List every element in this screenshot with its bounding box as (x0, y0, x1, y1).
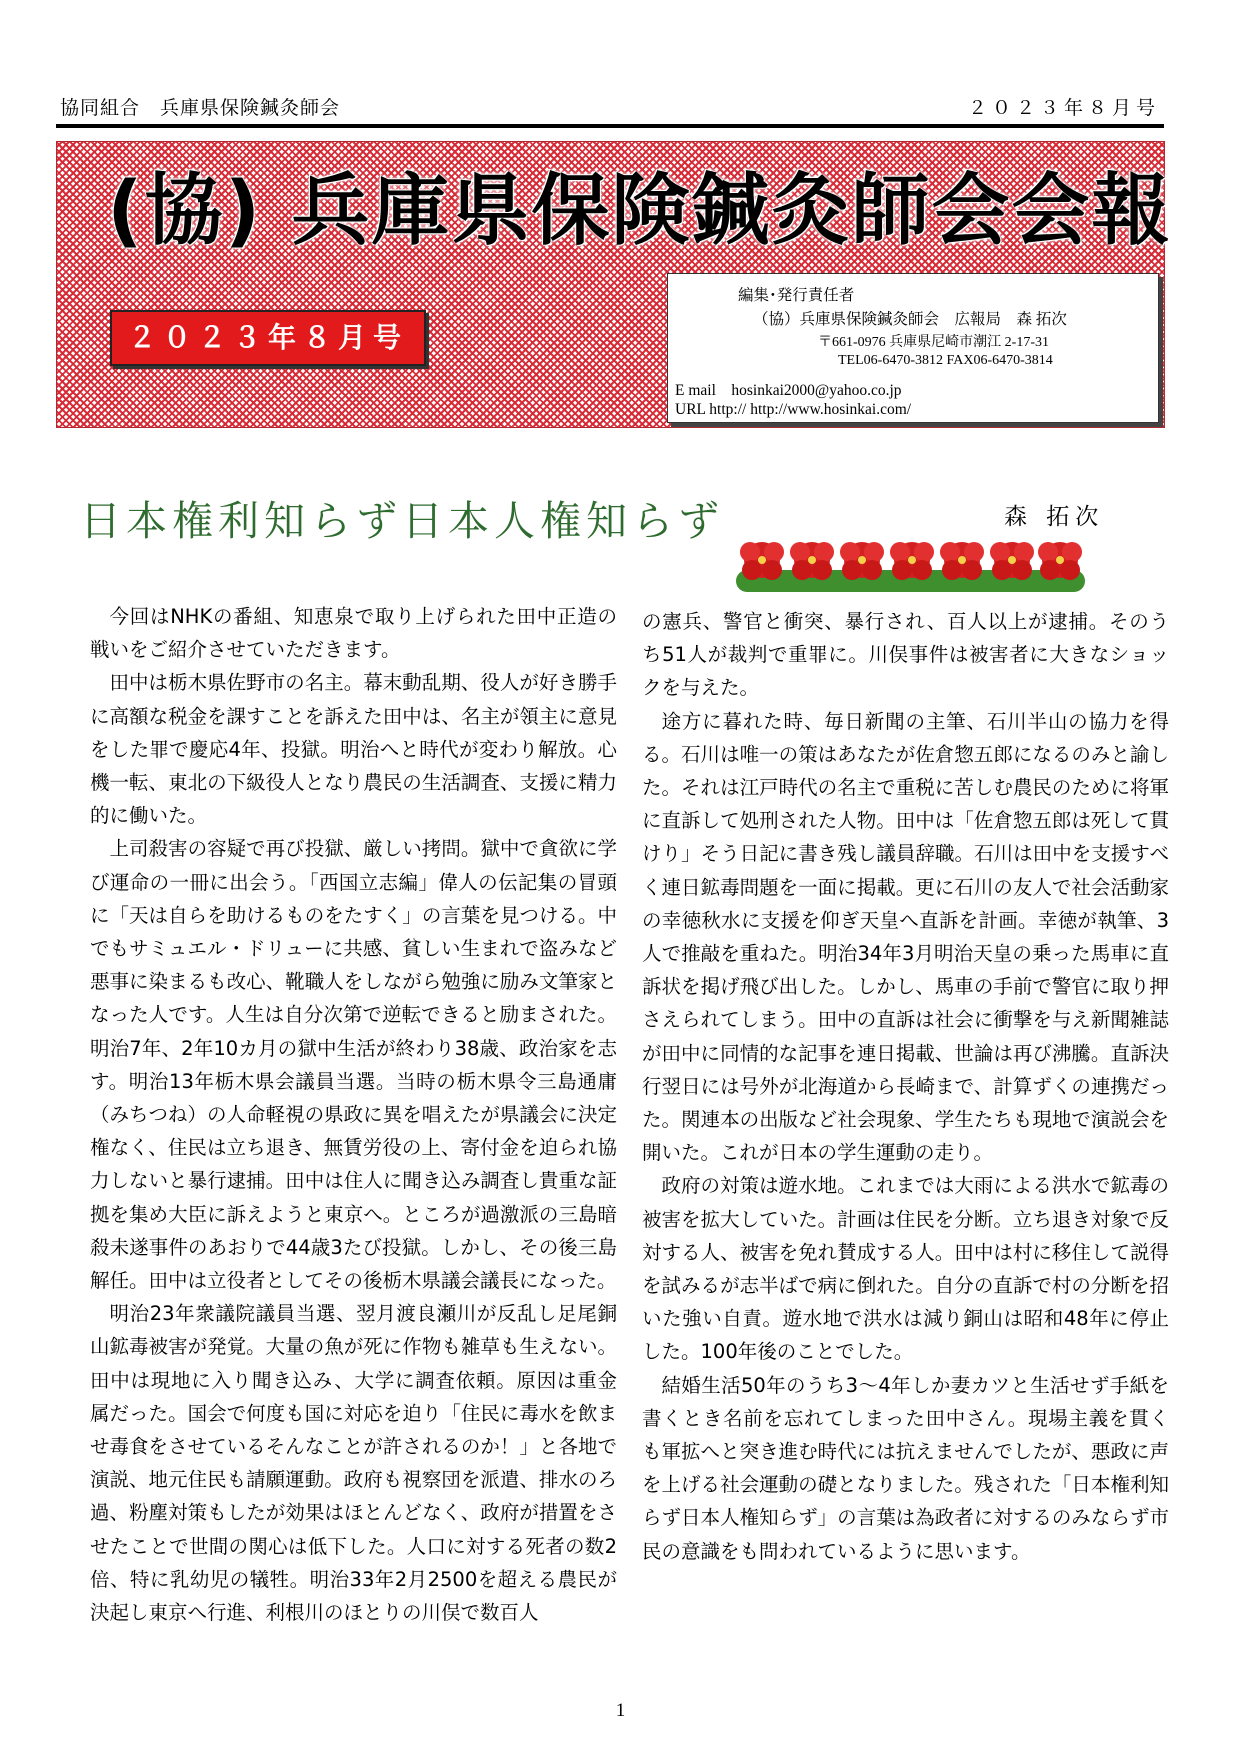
publisher-address: 〒661-0976 兵庫県尼崎市潮江 2-17-31 (818, 335, 1049, 350)
paragraph: 田中は栃木県佐野市の名主。幕末動乱期、役人が好き勝手に高額な税金を課すことを訴えた田中は、名主が領主に意見をした罪で慶応4年、投獄。明治へと時代が変わり解放。心機一転、東北の下級役人となり農民の生活調査、支援に精力的に働いた。 (90, 671, 617, 828)
paragraph: 上司殺害の容疑で再び投獄、厳しい拷問。獄中で貪欲に学び運命の一冊に出会う。「西国立志編」偉人の伝記集の冒頭に「天は自らを助けるものをたすく」の言葉を見つける。中でもサミュエル・ドリューに共感、貧しい生まれで盗みなど悪事に染まるも改心、靴職人をしながら勉強に励み文筆家となった人です。人生は自分次第で逆転できると励まされた。明治7年、2年10カ月の獄中生活が終わり38歳、政治家を志す。明治13年栃木県会議員当選。当時の栃木県令三島通庸（みちつね）の人命軽視の県政に異を唱えたが県議会に決定権なく、住民は立ち退き、無賃労役の上、寄付金を迫られ協力しないと暴行逮捕。田中は住人に聞き込み調査し貴重な証拠を集め大臣に訴えようと東京へ。ところが過激派の三島暗殺未遂事件のあおりで44歳3たび投獄。しかし、その後三島解任。田中は立役者としてその後栃木県議会議長になった。 (90, 837, 617, 1293)
header-rule (56, 124, 1164, 128)
header-organization: 協同組合 兵庫県保険鍼灸師会 (60, 97, 341, 119)
page-number: 1 (615, 1700, 626, 1721)
header-issue: ２０２３年８月号 (967, 97, 1160, 119)
paragraph: 結婚生活50年のうち3～4年しか妻カツと生活せず手紙を書くとき名前を忘れてしまった田中さん。現場主義を貫くも軍拡へと突き進む時代には抗えませんでしたが、悪政に声を上げる社会運動の礎となりました。残された「日本権利知らず日本人権知らず」の言葉は為政者に対するのみならず市民の意識をも問われているように思います。 (642, 1373, 1169, 1563)
publisher-email: E mail hosinkai2000@yahoo.co.jp (675, 382, 902, 399)
masthead-banner (56, 141, 1172, 428)
publisher-phone: TEL06-6470-3812 FAX06-6470-3814 (838, 353, 1053, 368)
article-author: 森 拓次 (1004, 504, 1105, 530)
publisher-heading: 編集･発行責任者 (738, 287, 855, 304)
publisher-office: （協）兵庫県保険鍼灸師会 広報局 森 拓次 (753, 311, 1067, 328)
running-header (60, 94, 1160, 122)
paragraph: 途方に暮れた時、毎日新聞の主筆、石川半山の協力を得る。石川は唯一の策はあなたが佐倉惣五郎になるのみと諭した。それは江戸時代の名主で重税に苦しむ農民のために将軍に直訴して処刑された人物。田中は「佐倉惣五郎は死して貫けり」そう日記に書き残し議員辞職。石川は田中を支援すべく連日鉱毒問題を一面に掲載。更に石川の友人で社会活動家の幸徳秋水に支援を仰ぎ天皇へ直訴を計画。幸徳が執筆、3人で推敲を重ねた。明治34年3月明治天皇の乗った馬車に直訴状を掲げ飛び出した。しかし、馬車の手前で警官に取り押さえられてしまう。田中の直訴は社会に衝撃を与え新聞雑誌が田中に同情的な記事を連日掲載、世論は再び沸騰。直訴決行翌日には号外が北海道から長崎まで、計算ずくの連携だった。関連本の出版など社会現象、学生たちも現地で演説会を開いた。これが日本の学生運動の走り。 (642, 709, 1169, 1165)
publisher-url: URL http:// http://www.hosinkai.com/ (675, 401, 912, 418)
paragraph: 明治23年衆議院議員当選、翌月渡良瀬川が反乱し足尾銅山鉱毒被害が発覚。大量の魚が死に作物も雑草も生えない。田中は現地に入り聞き込み、大学に調査依頼。原因は重金属だった。国会で何度も国に対応を迫り「住民に毒水を飲ませ毒食をさせているそんなことが許されるのか！」と各地で演説、地元住民も請願運動。政府も視察団を派遣、排水のろ過、粉塵対策もしたが効果はほとんどなく、政府が措置をさせたことで世間の関心は低下した。人口に対する死者の数2倍、特に乳幼児の犠牲。明治33年2月2500を超える農民が決起し東京へ行進、利根川のほとりの川俣で数百人 (90, 1302, 617, 1625)
article-right-column (642, 605, 1169, 1568)
article-left-column (90, 600, 617, 1629)
paragraph-continuation: の憲兵、警官と衝突、暴行され、百人以上が逮捕。そのうち51人が裁判で重罪に。川俣事件は被害者に大きなショックを与えた。 (642, 610, 1169, 700)
paragraph: 政府の対策は遊水地。これまでは大雨による洪水で鉱毒の被害を拡大していた。計画は住民を分断。立ち退き対象で反対する人、被害を免れ賛成する人。田中は村に移住して説得を試みるが志半ばで病に倒れた。自分の直訴で村の分断を招いた強い自責。遊水地で洪水は減り銅山は昭和48年に停止した。100年後のことでした。 (642, 1174, 1169, 1364)
paragraph: 今回はNHKの番組、知恵泉で取り上げられた田中正造の戦いをご紹介させていただきます。 (90, 605, 617, 662)
publisher-box (667, 273, 1159, 423)
article-title: 日本権利知らず日本人権知らず (80, 497, 724, 545)
masthead-title: (協) 兵庫県保険鍼灸師会会報 (107, 166, 1172, 256)
issue-badge: ２０２３年８月号 (110, 310, 426, 366)
hibiscus-border-image (736, 530, 1085, 598)
